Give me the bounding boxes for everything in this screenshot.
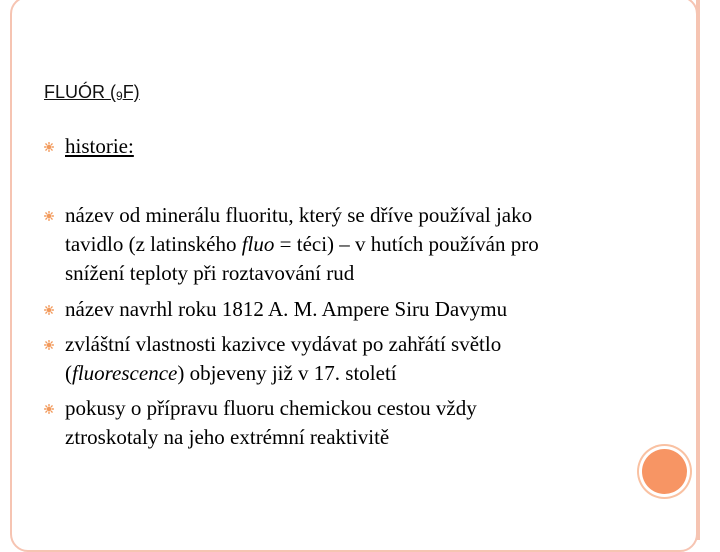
sun-bullet-icon xyxy=(44,305,54,315)
sun-bullet-icon xyxy=(44,340,54,350)
sun-bullet-icon xyxy=(44,142,54,152)
slide-title xyxy=(44,82,140,103)
bullet-item-line: ztroskotaly na jeho extrémní reaktivitě xyxy=(65,425,390,449)
bullet-item-text xyxy=(65,201,645,288)
bullet-item-line: snížení teploty při roztavování rud xyxy=(65,261,355,285)
bullet-item-line: název od minerálu fluoritu, který se dříve používal jako xyxy=(65,203,533,227)
atomic-number-subscript: 9 xyxy=(116,89,123,103)
sun-bullet-icon xyxy=(44,404,54,414)
bullet-item-line: zvláštní vlastnosti kazivce vydávat po zahřátí světlo xyxy=(65,332,502,356)
orange-circle-decoration xyxy=(642,449,687,494)
title-pre: FLUÓR ( xyxy=(44,82,116,102)
bullet-item-text xyxy=(65,394,645,452)
sun-bullet-icon xyxy=(44,211,54,221)
bullet-item-line: (fluorescence) objeveny již v 17. století xyxy=(65,361,397,385)
bullet-item-text xyxy=(65,330,645,388)
bullet-item-line: název navrhl roku 1812 A. M. Ampere Siru Davymu xyxy=(65,297,508,321)
title-post: F) xyxy=(122,82,140,102)
bullet-item-text xyxy=(65,295,645,324)
bullet-item-line: tavidlo (z latinského fluo = téci) – v hutích používán pro xyxy=(65,232,539,256)
bullet-item-line: pokusy o přípravu fluoru chemickou cestou vždy xyxy=(65,396,477,420)
right-edge-bar xyxy=(696,0,700,540)
section-label: historie: xyxy=(65,134,134,158)
